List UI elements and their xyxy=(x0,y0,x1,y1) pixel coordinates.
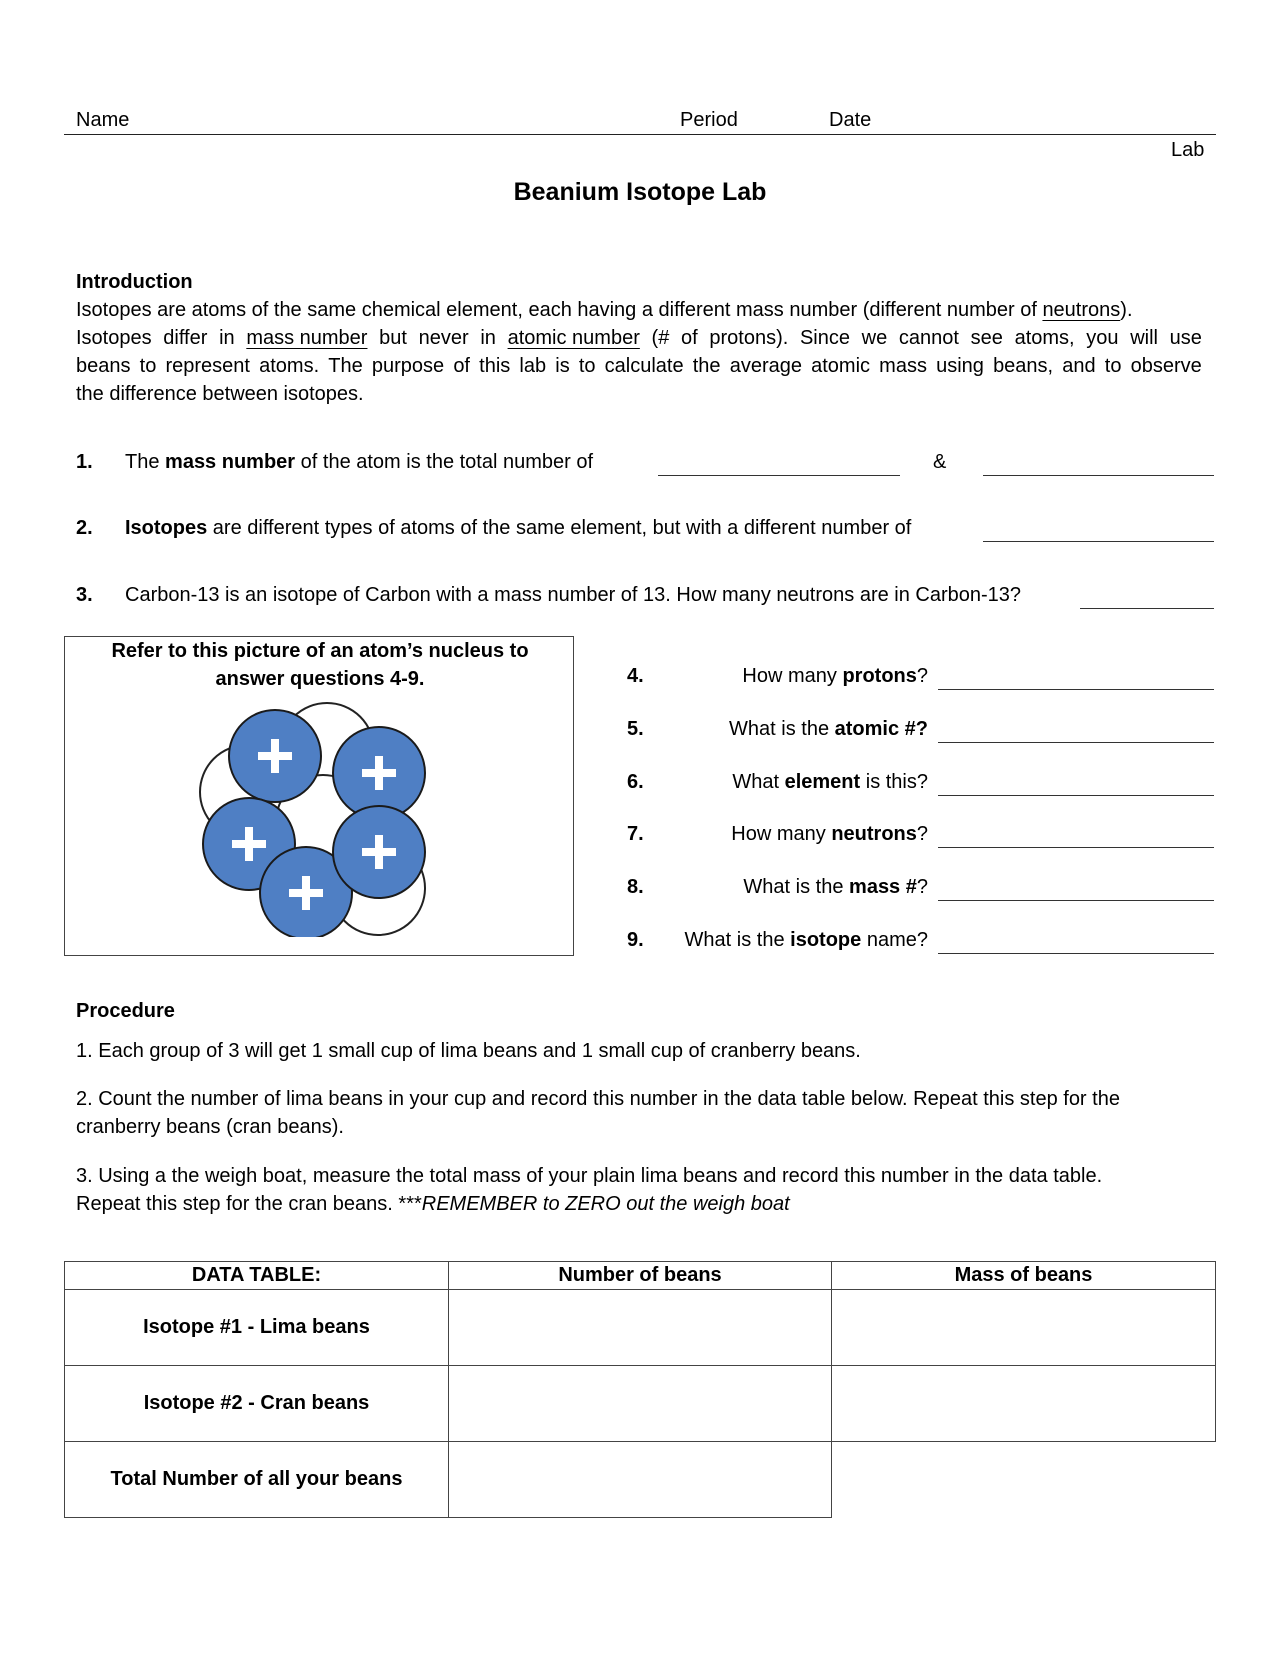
q7-text: How many neutrons? xyxy=(731,823,928,845)
q2-number: 2. xyxy=(76,517,93,539)
nucleus-box-caption: Refer to this picture of an atom’s nucleus to answer questions 4-9. xyxy=(111,640,529,690)
q6-text: What element is this? xyxy=(732,771,928,793)
q4-text: How many protons? xyxy=(742,665,928,687)
proton-1 xyxy=(229,710,321,802)
proton-5 xyxy=(333,806,425,898)
q7-number: 7. xyxy=(627,823,644,845)
q5-number: 5. xyxy=(627,718,644,740)
intro-heading: Introduction xyxy=(76,271,193,293)
lab-label: Lab xyxy=(1171,139,1205,161)
nucleus-box xyxy=(64,636,574,956)
table-row-label: Isotope #2 - Cran beans xyxy=(65,1366,449,1442)
procedure-step-3-line-1: 3. Using a the weigh boat, measure the total mass of your plain lima beans and record this number in the data table. xyxy=(76,1165,1103,1187)
table-cell-cran-mass[interactable] xyxy=(832,1366,1216,1442)
q1-text: The mass number of the atom is the total number of xyxy=(125,451,594,473)
procedure-step-3-line-2: Repeat this step for the cran beans. ***REMEMBER to ZERO out the weigh boat xyxy=(76,1193,790,1215)
page-title: Beanium Isotope Lab xyxy=(513,178,767,206)
q1-answer-blank-1[interactable] xyxy=(658,475,900,476)
intro-line-3: beans to represent atoms. The purpose of this lab is to calculate the average atomic mass using beans, and to observe xyxy=(76,355,1202,377)
header-rule xyxy=(64,134,1216,135)
intro-line-2: Isotopes differ in mass number but never in atomic number (# of protons). Since we cannot see atoms, you will use xyxy=(76,327,1202,349)
data-table xyxy=(64,1261,1216,1518)
q3-number: 3. xyxy=(76,584,93,606)
q2-answer-blank[interactable] xyxy=(983,541,1214,542)
q8-text: What is the mass #? xyxy=(743,876,928,898)
name-label: Name xyxy=(76,109,130,131)
intro-line-4: the difference between isotopes. xyxy=(76,383,364,405)
table-row-label: Isotope #1 - Lima beans xyxy=(65,1290,449,1366)
table-header-number: Number of beans xyxy=(449,1262,832,1290)
q4-number: 4. xyxy=(627,665,644,687)
table-cell-lima-mass[interactable] xyxy=(832,1290,1216,1366)
table-cell-empty xyxy=(832,1442,1216,1518)
q3-answer-blank[interactable] xyxy=(1080,608,1214,609)
q5-answer-blank[interactable] xyxy=(938,742,1214,743)
q6-answer-blank[interactable] xyxy=(938,795,1214,796)
procedure-step-1: 1. Each group of 3 will get 1 small cup of lima beans and 1 small cup of cranberry beans. xyxy=(76,1040,861,1062)
procedure-heading: Procedure xyxy=(76,1000,175,1022)
period-label: Period xyxy=(680,109,738,131)
q8-number: 8. xyxy=(627,876,644,898)
q3-text: Carbon-13 is an isotope of Carbon with a mass number of 13. How many neutrons are in Carbon-13? xyxy=(125,584,1022,606)
nucleus-diagram xyxy=(175,697,445,937)
procedure-step-2-line-2: cranberry beans (cran beans). xyxy=(76,1116,344,1138)
q5-text: What is the atomic #? xyxy=(729,718,928,740)
q9-number: 9. xyxy=(627,929,644,951)
q9-answer-blank[interactable] xyxy=(938,953,1214,954)
q7-answer-blank[interactable] xyxy=(938,847,1214,848)
q2-text: Isotopes are different types of atoms of the same element, but with a different number of xyxy=(125,517,912,539)
date-label: Date xyxy=(829,109,872,131)
intro-line-1: Isotopes are atoms of the same chemical element, each having a different mass number (different number of neutrons). xyxy=(76,299,1133,321)
procedure-step-2-line-1: 2. Count the number of lima beans in your cup and record this number in the data table below. Repeat this step for the xyxy=(76,1088,1120,1110)
q6-number: 6. xyxy=(627,771,644,793)
q1-number: 1. xyxy=(76,451,93,473)
q8-answer-blank[interactable] xyxy=(938,900,1214,901)
q1-answer-blank-2[interactable] xyxy=(983,475,1214,476)
table-row-label: Total Number of all your beans xyxy=(65,1442,449,1518)
q4-answer-blank[interactable] xyxy=(938,689,1214,690)
q1-ampersand: & xyxy=(933,451,947,473)
table-cell-total-number[interactable] xyxy=(449,1442,832,1518)
table-cell-cran-number[interactable] xyxy=(449,1366,832,1442)
table-cell-lima-number[interactable] xyxy=(449,1290,832,1366)
table-header-mass: Mass of beans xyxy=(832,1262,1216,1290)
table-header-label: DATA TABLE: xyxy=(65,1262,449,1290)
q9-text: What is the isotope name? xyxy=(684,929,928,951)
